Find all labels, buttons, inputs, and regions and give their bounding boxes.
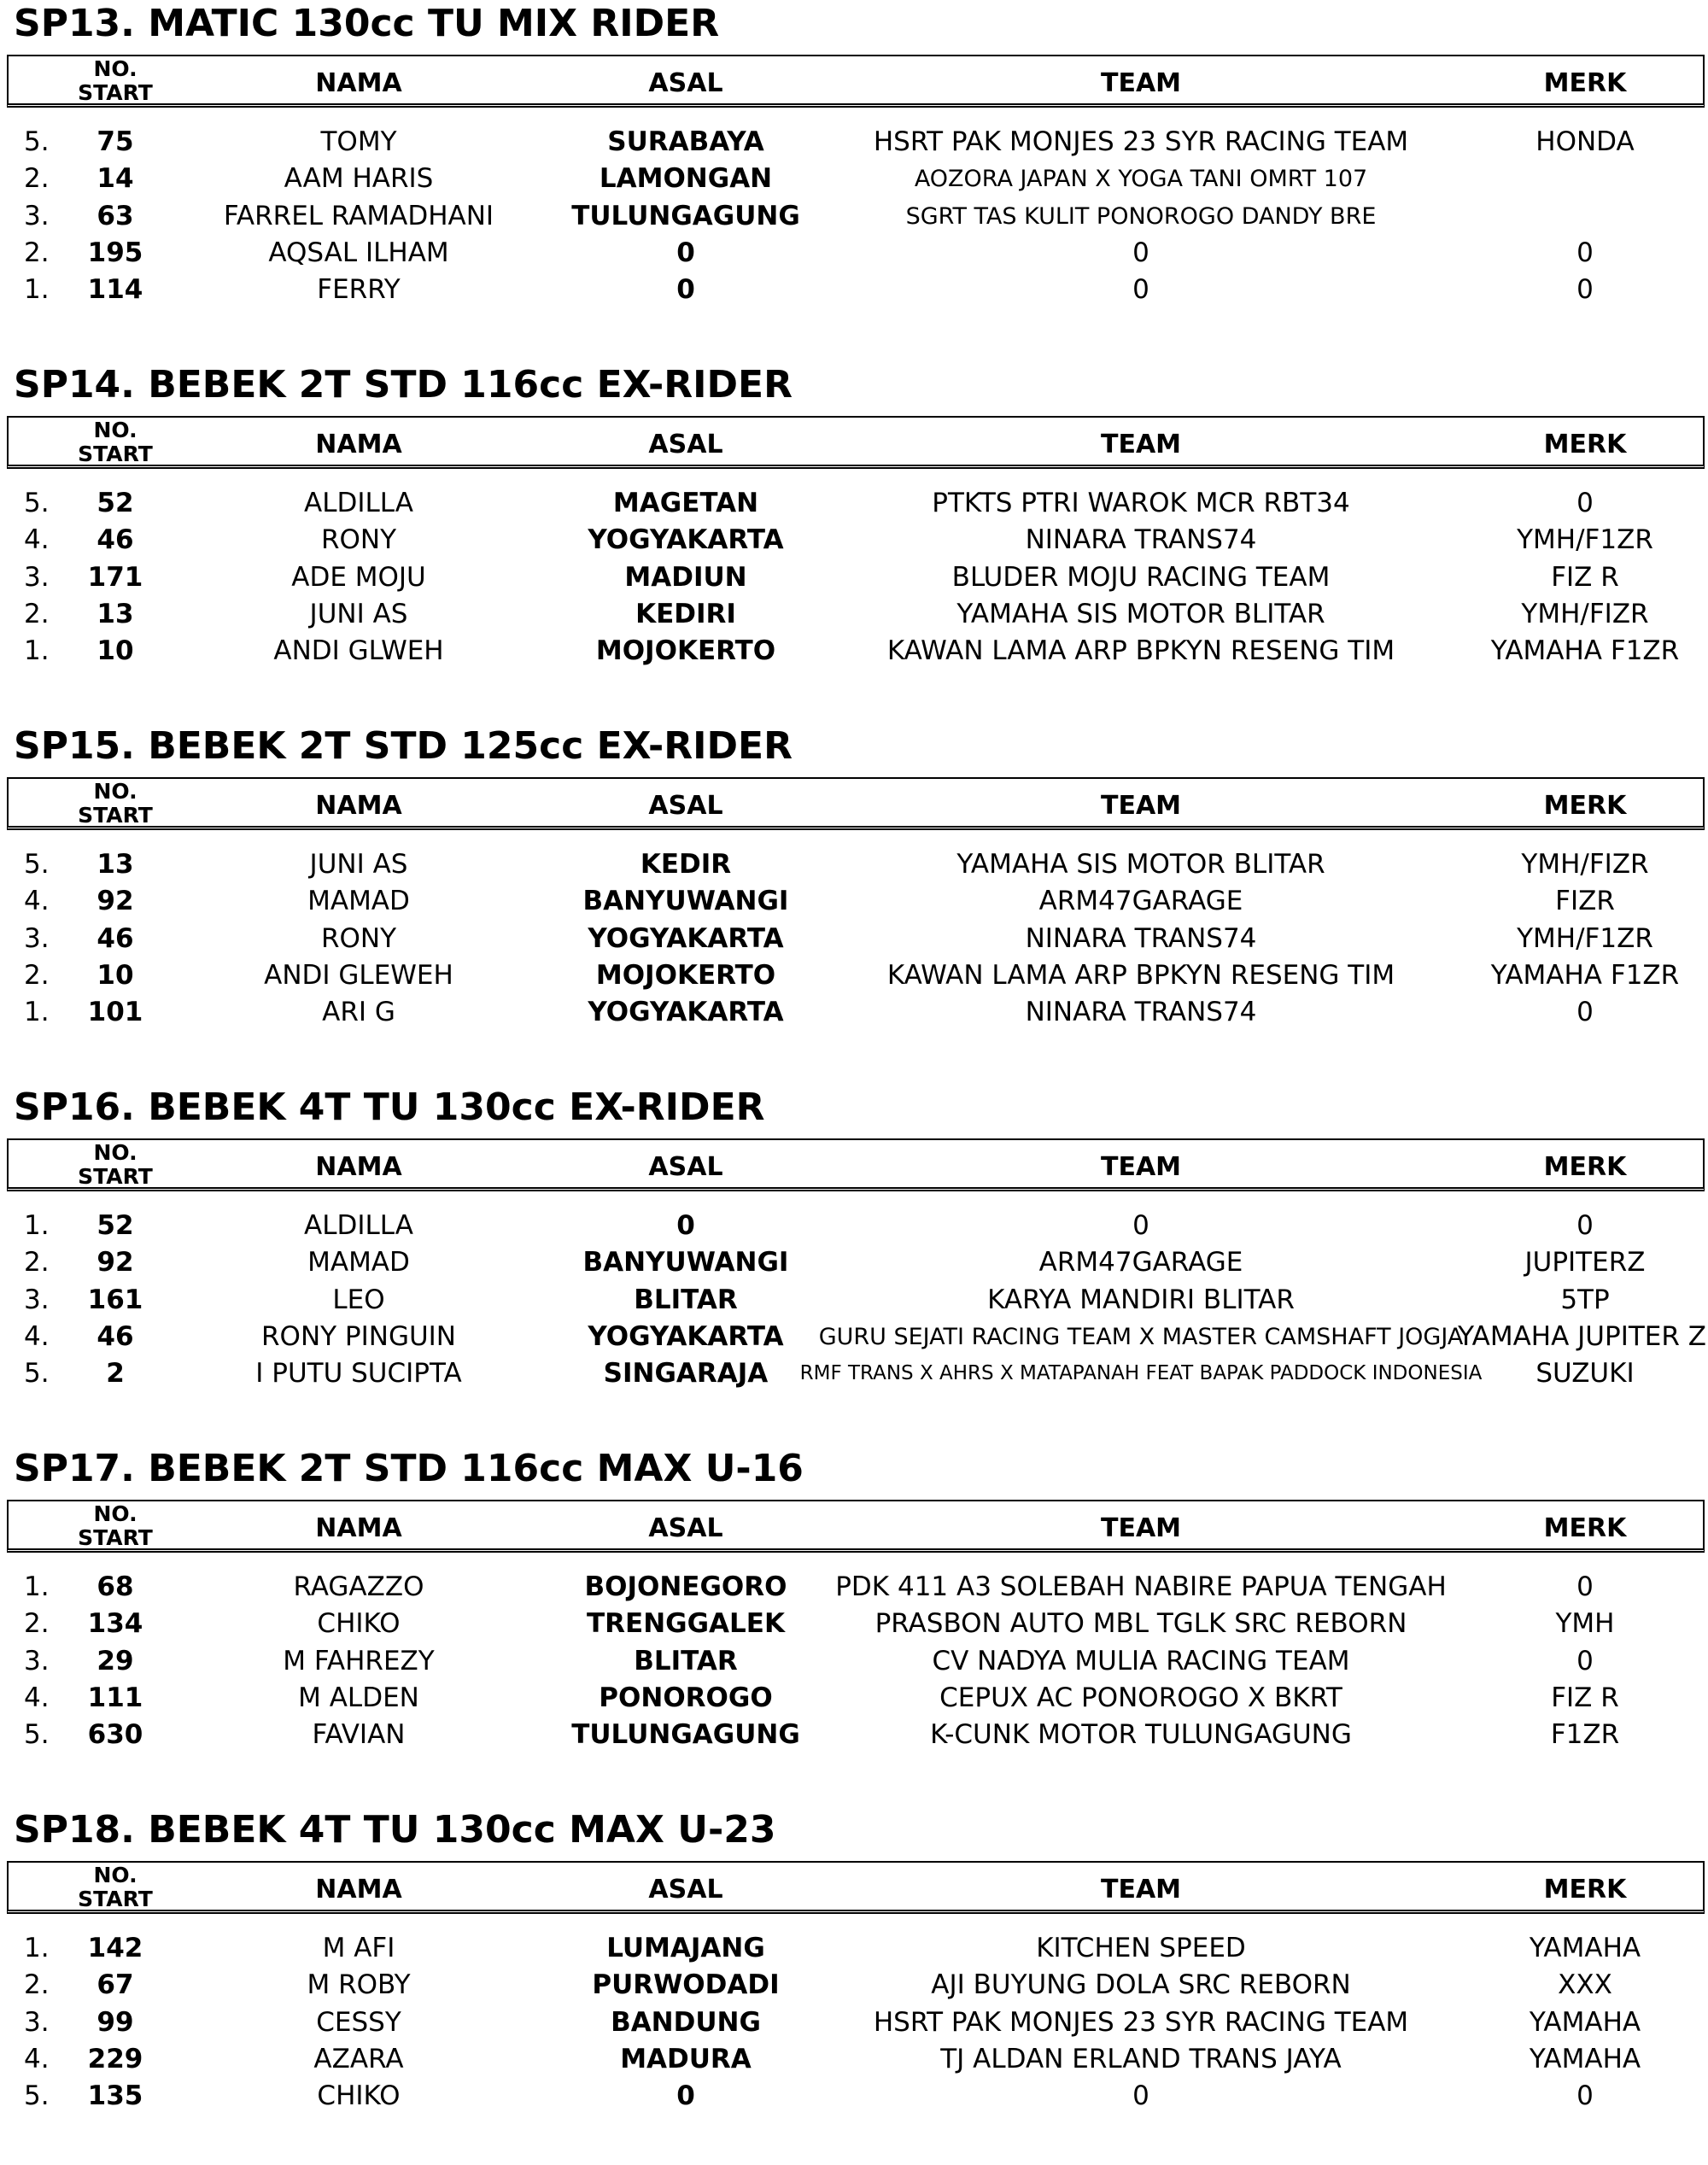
brand-cell: 0 (1576, 274, 1594, 306)
table-row (0, 846, 1708, 883)
section-title: SP14. BEBEK 2T STD 116cc EX-RIDER (14, 363, 793, 407)
header-merk: MERK (1543, 1513, 1627, 1543)
position-cell: 4. (24, 524, 50, 556)
brand-cell: SUZUKI (1535, 1358, 1635, 1390)
header-no-label: NO. (93, 779, 137, 804)
header-asal: ASAL (648, 1513, 723, 1543)
start-number-cell: 75 (97, 126, 134, 157)
team-cell: CV NADYA MULIA RACING TEAM (932, 1645, 1350, 1676)
team-cell: AJI BUYUNG DOLA SRC REBORN (931, 1969, 1351, 2001)
start-number-cell: 13 (97, 849, 134, 880)
rider-name-cell: AAM HARIS (284, 163, 434, 195)
table-row (0, 1967, 1708, 2004)
brand-cell: YAMAHA F1ZR (1490, 635, 1680, 667)
brand-cell: JUPITERZ (1524, 1247, 1646, 1279)
team-cell: RMF TRANS X AHRS X MATAPANAH FEAT BAPAK PADDOCK INDONESIA (799, 1362, 1483, 1385)
brand-cell: HONDA (1535, 126, 1635, 157)
team-cell: PTKTS PTRI WAROK MCR RBT34 (932, 488, 1350, 518)
origin-cell: BLITAR (634, 1645, 738, 1676)
table-row (0, 485, 1708, 522)
origin-cell: BANYUWANGI (582, 1247, 789, 1279)
origin-cell: YOGYAKARTA (588, 997, 784, 1028)
brand-cell: YAMAHA (1529, 2043, 1641, 2074)
team-cell: ARM47GARAGE (1038, 886, 1243, 917)
header-asal: ASAL (648, 68, 723, 98)
team-cell: TJ ALDAN ERLAND TRANS JAYA (940, 2043, 1342, 2074)
origin-cell: TULUNGAGUNG (571, 1719, 800, 1751)
header-asal: ASAL (648, 791, 723, 821)
header-no-start (64, 1141, 167, 1189)
start-number-cell: 114 (87, 274, 143, 306)
header-merk: MERK (1543, 1875, 1627, 1905)
table-row (0, 1680, 1708, 1717)
header-nama: NAMA (315, 1875, 402, 1905)
position-cell: 2. (24, 237, 50, 268)
position-cell: 2. (24, 1969, 50, 2001)
team-cell: 0 (1132, 274, 1149, 306)
team-cell: 0 (1132, 1210, 1149, 1241)
start-number-cell: 46 (97, 922, 134, 954)
team-cell: NINARA TRANS74 (1025, 997, 1257, 1028)
origin-cell: BANYUWANGI (582, 886, 789, 917)
table-row (0, 559, 1708, 596)
header-merk: MERK (1543, 1152, 1627, 1182)
position-cell: 4. (24, 886, 50, 917)
position-cell: 2. (24, 959, 50, 991)
position-cell: 2. (24, 598, 50, 629)
position-cell: 4. (24, 1682, 50, 1713)
rider-name-cell: TOMY (320, 126, 397, 157)
header-asal: ASAL (648, 1875, 723, 1905)
rider-name-cell: CESSY (316, 2006, 401, 2038)
origin-cell: SURABAYA (607, 126, 764, 157)
table-row (0, 1569, 1708, 1606)
race-section (0, 1806, 1708, 2165)
start-number-cell: 68 (97, 1571, 134, 1602)
section-title: SP18. BEBEK 4T TU 130cc MAX U-23 (14, 1808, 776, 1852)
brand-cell: F1ZR (1550, 1719, 1620, 1751)
header-merk: MERK (1543, 68, 1627, 98)
team-cell: PDK 411 A3 SOLEBAH NABIRE PAPUA TENGAH (835, 1571, 1447, 1602)
start-number-cell: 142 (87, 1933, 143, 1963)
start-number-cell: 10 (97, 959, 134, 991)
position-cell: 3. (24, 1645, 50, 1676)
header-team: TEAM (1100, 1152, 1182, 1182)
table-row (0, 1319, 1708, 1355)
brand-cell: 5TP (1560, 1284, 1610, 1315)
team-cell: CEPUX AC PONOROGO X BKRT (939, 1682, 1342, 1713)
rider-name-cell: M AFI (322, 1933, 395, 1963)
start-number-cell: 161 (87, 1284, 143, 1315)
race-section (0, 723, 1708, 1081)
table-row (0, 272, 1708, 308)
header-no-start (64, 1864, 167, 1911)
table-row (0, 633, 1708, 670)
header-merk: MERK (1543, 430, 1627, 459)
header-asal: ASAL (648, 1152, 723, 1182)
team-cell: YAMAHA SIS MOTOR BLITAR (956, 598, 1325, 629)
team-cell: KAWAN LAMA ARP BPKYN RESENG TIM (886, 635, 1395, 667)
team-cell: SGRT TAS KULIT PONOROGO DANDY BRE (905, 202, 1377, 230)
header-nama: NAMA (315, 68, 402, 98)
position-cell: 5. (24, 1358, 50, 1390)
header-no-label: NO. (93, 56, 137, 81)
position-cell: 5. (24, 1719, 50, 1751)
position-cell: 2. (24, 1608, 50, 1640)
brand-cell: YAMAHA JUPITER Z (1458, 1320, 1706, 1352)
start-number-cell: 14 (97, 163, 134, 195)
table-row (0, 883, 1708, 920)
position-cell: 4. (24, 2043, 50, 2074)
origin-cell: MADURA (620, 2043, 752, 2074)
rider-name-cell: AQSAL ILHAM (268, 237, 449, 268)
origin-cell: MADIUN (624, 561, 747, 593)
team-cell: KAWAN LAMA ARP BPKYN RESENG TIM (886, 959, 1395, 991)
table-row (0, 2041, 1708, 2078)
origin-cell: 0 (676, 274, 695, 306)
position-cell: 3. (24, 1284, 50, 1315)
brand-cell: FIZR (1555, 886, 1615, 917)
rider-name-cell: ANDI GLEWEH (264, 959, 453, 991)
start-number-cell: 101 (87, 997, 143, 1028)
table-row (0, 1282, 1708, 1319)
race-section (0, 1445, 1708, 1804)
header-start-label: START (78, 803, 153, 828)
team-cell: ARM47GARAGE (1038, 1247, 1243, 1279)
header-start-label: START (78, 442, 153, 466)
rider-name-cell: M ROBY (307, 1969, 411, 2001)
rider-name-cell: I PUTU SUCIPTA (255, 1358, 462, 1390)
position-cell: 1. (24, 1933, 50, 1963)
origin-cell: SINGARAJA (603, 1358, 769, 1390)
rider-name-cell: ALDILLA (304, 1210, 413, 1241)
position-cell: 1. (24, 1210, 50, 1241)
brand-cell: YMH (1555, 1608, 1615, 1640)
rider-name-cell: ARI G (322, 997, 395, 1028)
rider-name-cell: RONY (320, 524, 397, 556)
start-number-cell: 135 (87, 2080, 143, 2112)
header-asal: ASAL (648, 430, 723, 459)
header-no-label: NO. (93, 1140, 137, 1165)
team-cell: 0 (1132, 237, 1149, 268)
brand-cell: XXX (1558, 1969, 1612, 2001)
rider-name-cell: FARREL RAMADHANI (223, 200, 494, 231)
header-no-start (64, 780, 167, 828)
rider-name-cell: JUNI AS (309, 598, 408, 629)
header-team: TEAM (1100, 68, 1182, 98)
table-row (0, 1244, 1708, 1281)
start-number-cell: 195 (87, 237, 143, 268)
brand-cell: 0 (1576, 237, 1594, 268)
section-title: SP16. BEBEK 4T TU 130cc EX-RIDER (14, 1085, 765, 1129)
brand-cell: YAMAHA (1529, 2006, 1641, 2038)
team-cell: AOZORA JAPAN X YOGA TANI OMRT 107 (914, 166, 1368, 193)
header-start-label: START (78, 1164, 153, 1189)
rider-name-cell: MAMAD (307, 886, 410, 917)
origin-cell: PURWODADI (592, 1969, 780, 2001)
start-number-cell: 29 (97, 1645, 134, 1676)
table-row (0, 124, 1708, 161)
table-row (0, 1208, 1708, 1244)
brand-cell: FIZ R (1551, 561, 1619, 593)
origin-cell: BOJONEGORO (584, 1571, 787, 1602)
origin-cell: PONOROGO (599, 1682, 773, 1713)
position-cell: 5. (24, 2080, 50, 2112)
start-number-cell: 229 (87, 2043, 143, 2074)
table-row (0, 596, 1708, 633)
header-no-start (64, 1502, 167, 1550)
header-nama: NAMA (315, 1152, 402, 1182)
team-cell: HSRT PAK MONJES 23 SYR RACING TEAM (873, 2006, 1409, 2038)
origin-cell: BLITAR (634, 1284, 738, 1315)
rider-name-cell: M FAHREZY (283, 1645, 435, 1676)
rider-name-cell: RONY PINGUIN (261, 1320, 456, 1352)
header-start-label: START (78, 1887, 153, 1911)
origin-cell: TULUNGAGUNG (571, 200, 800, 231)
table-row (0, 1930, 1708, 1967)
start-number-cell: 67 (97, 1969, 134, 2001)
rider-name-cell: LEO (332, 1284, 385, 1315)
start-number-cell: 92 (97, 886, 134, 917)
brand-cell: 0 (1576, 997, 1594, 1028)
team-cell: K-CUNK MOTOR TULUNGAGUNG (930, 1719, 1352, 1751)
position-cell: 5. (24, 849, 50, 880)
rider-name-cell: FAVIAN (312, 1719, 406, 1751)
header-start-label: START (78, 1525, 153, 1550)
origin-cell: MAGETAN (612, 488, 759, 518)
team-cell: GURU SEJATI RACING TEAM X MASTER CAMSHAFT JOGJA (818, 1323, 1464, 1350)
position-cell: 5. (24, 126, 50, 157)
start-number-cell: 63 (97, 200, 134, 231)
brand-cell: 0 (1576, 1645, 1594, 1676)
rider-name-cell: ANDI GLWEH (273, 635, 444, 667)
race-section (0, 0, 1708, 359)
table-row (0, 198, 1708, 235)
position-cell: 2. (24, 163, 50, 195)
header-merk: MERK (1543, 791, 1627, 821)
header-nama: NAMA (315, 791, 402, 821)
header-start-label: START (78, 80, 153, 105)
rider-name-cell: RONY (320, 922, 397, 954)
brand-cell: YMH/F1ZR (1517, 922, 1653, 954)
position-cell: 3. (24, 2006, 50, 2038)
start-number-cell: 52 (97, 488, 134, 518)
rider-name-cell: ALDILLA (304, 488, 413, 518)
start-number-cell: 134 (87, 1608, 143, 1640)
table-row (0, 2078, 1708, 2115)
section-title: SP17. BEBEK 2T STD 116cc MAX U-16 (14, 1447, 804, 1490)
origin-cell: TRENGGALEK (587, 1608, 785, 1640)
table-row (0, 1643, 1708, 1680)
origin-cell: KEDIRI (635, 598, 736, 629)
section-title: SP15. BEBEK 2T STD 125cc EX-RIDER (14, 724, 793, 768)
start-number-cell: 52 (97, 1210, 134, 1241)
table-row (0, 921, 1708, 957)
position-cell: 1. (24, 635, 50, 667)
origin-cell: 0 (676, 1210, 695, 1241)
position-cell: 5. (24, 488, 50, 518)
team-cell: NINARA TRANS74 (1025, 922, 1257, 954)
rider-name-cell: JUNI AS (309, 849, 408, 880)
team-cell: 0 (1132, 2080, 1149, 2112)
start-number-cell: 630 (87, 1719, 143, 1751)
origin-cell: BANDUNG (611, 2006, 761, 2038)
table-row (0, 957, 1708, 994)
team-cell: KITCHEN SPEED (1036, 1933, 1246, 1963)
header-nama: NAMA (315, 430, 402, 459)
rider-name-cell: MAMAD (307, 1247, 410, 1279)
table-row (0, 1606, 1708, 1642)
brand-cell: 0 (1576, 1571, 1594, 1602)
brand-cell: 0 (1576, 488, 1594, 518)
rider-name-cell: RAGAZZO (293, 1571, 424, 1602)
team-cell: PRASBON AUTO MBL TGLK SRC REBORN (874, 1608, 1407, 1640)
team-cell: KARYA MANDIRI BLITAR (987, 1284, 1295, 1315)
brand-cell: YMH/F1ZR (1517, 524, 1653, 556)
race-section (0, 361, 1708, 720)
team-cell: NINARA TRANS74 (1025, 524, 1257, 556)
header-team: TEAM (1100, 430, 1182, 459)
header-no-label: NO. (93, 1501, 137, 1526)
brand-cell: 0 (1576, 1210, 1594, 1241)
table-row (0, 2004, 1708, 2041)
start-number-cell: 111 (87, 1682, 143, 1713)
origin-cell: MOJOKERTO (595, 959, 776, 991)
rider-name-cell: ADE MOJU (291, 561, 426, 593)
start-number-cell: 2 (106, 1358, 125, 1390)
table-row (0, 161, 1708, 197)
position-cell: 3. (24, 561, 50, 593)
header-no-label: NO. (93, 1863, 137, 1887)
start-number-cell: 99 (97, 2006, 134, 2038)
rider-name-cell: M ALDEN (298, 1682, 419, 1713)
origin-cell: YOGYAKARTA (588, 1320, 784, 1352)
start-number-cell: 171 (87, 561, 143, 593)
origin-cell: YOGYAKARTA (588, 922, 784, 954)
table-row (0, 1717, 1708, 1753)
header-team: TEAM (1100, 1875, 1182, 1905)
rider-name-cell: FERRY (317, 274, 401, 306)
brand-cell: FIZ R (1551, 1682, 1619, 1713)
origin-cell: MOJOKERTO (595, 635, 776, 667)
team-cell: YAMAHA SIS MOTOR BLITAR (956, 849, 1325, 880)
position-cell: 3. (24, 200, 50, 231)
rider-name-cell: AZARA (313, 2043, 404, 2074)
start-number-cell: 10 (97, 635, 134, 667)
start-number-cell: 46 (97, 524, 134, 556)
brand-cell: YAMAHA (1529, 1933, 1641, 1963)
position-cell: 1. (24, 1571, 50, 1602)
brand-cell: YMH/FIZR (1521, 598, 1649, 629)
origin-cell: LAMONGAN (599, 163, 773, 195)
team-cell: BLUDER MOJU RACING TEAM (951, 561, 1331, 593)
position-cell: 4. (24, 1320, 50, 1352)
start-number-cell: 46 (97, 1320, 134, 1352)
header-no-start (64, 57, 167, 105)
origin-cell: 0 (676, 2080, 695, 2112)
header-team: TEAM (1100, 791, 1182, 821)
position-cell: 1. (24, 997, 50, 1028)
table-row (0, 522, 1708, 559)
start-number-cell: 92 (97, 1247, 134, 1279)
header-team: TEAM (1100, 1513, 1182, 1543)
origin-cell: 0 (676, 237, 695, 268)
table-row (0, 1355, 1708, 1392)
start-number-cell: 13 (97, 598, 134, 629)
team-cell: HSRT PAK MONJES 23 SYR RACING TEAM (873, 126, 1409, 157)
header-nama: NAMA (315, 1513, 402, 1543)
origin-cell: LUMAJANG (606, 1933, 765, 1963)
section-title: SP13. MATIC 130cc TU MIX RIDER (14, 2, 720, 45)
rider-name-cell: CHIKO (317, 1608, 401, 1640)
origin-cell: YOGYAKARTA (588, 524, 784, 556)
origin-cell: KEDIR (640, 849, 732, 880)
brand-cell: YMH/FIZR (1521, 849, 1649, 880)
position-cell: 1. (24, 274, 50, 306)
header-no-start (64, 418, 167, 466)
brand-cell: YAMAHA F1ZR (1490, 959, 1680, 991)
rider-name-cell: CHIKO (317, 2080, 401, 2112)
position-cell: 2. (24, 1247, 50, 1279)
position-cell: 3. (24, 922, 50, 954)
table-row (0, 235, 1708, 272)
brand-cell: 0 (1576, 2080, 1594, 2112)
table-row (0, 994, 1708, 1031)
header-no-label: NO. (93, 418, 137, 442)
race-section (0, 1084, 1708, 1442)
